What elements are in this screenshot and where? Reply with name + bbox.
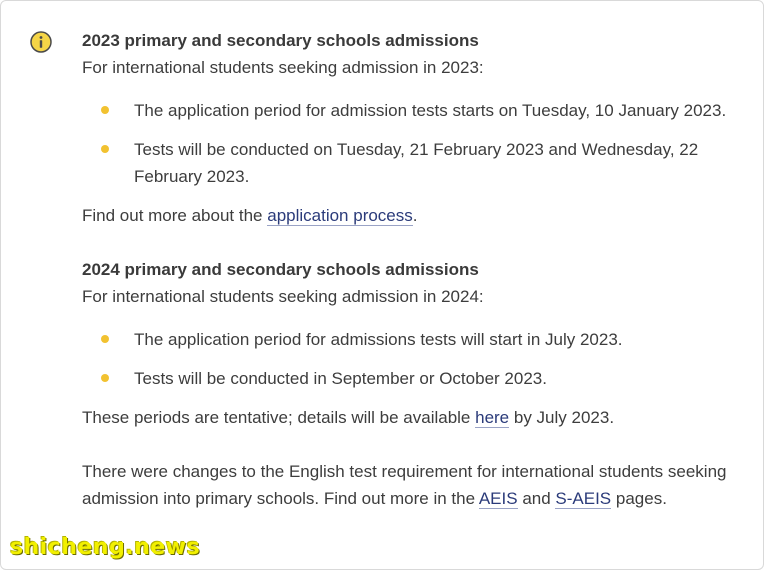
aeis-link[interactable]: AEIS [478,489,518,508]
findout-2023 [82,202,742,229]
list-item [82,326,742,353]
list-item [82,136,742,190]
bullet-dot-icon [100,144,110,154]
bullet-dot-icon [100,105,110,115]
findout-suffix: . [412,206,418,225]
info-icon [30,31,52,53]
s-aeis-link[interactable]: S-AEIS [555,489,612,508]
changes-suffix: pages. [611,489,667,508]
tentative-suffix: by July 2023. [509,408,615,427]
tentative-note [82,404,742,431]
watermark: shicheng.news [10,535,201,560]
bullet-dot-icon [100,373,110,383]
here-link[interactable]: here [475,408,510,427]
list-2023 [82,97,742,190]
bullet-dot-icon [100,334,110,344]
list-item-text: Tests will be conducted on Tuesday, 21 February 2023 and Wednesday, 22 February 2023. [134,140,699,186]
list-item-text: The application period for admissions tests will start in July 2023. [134,330,623,349]
findout-prefix: Find out more about the [82,206,268,225]
notice-content [82,27,742,512]
list-item-text: The application period for admission tests starts on Tuesday, 10 January 2023. [134,101,727,120]
list-item-text: Tests will be conducted in September or October 2023. [134,369,547,388]
intro-2024: For international students seeking admission in 2024: [82,287,484,306]
changes-note [82,458,742,512]
list-item [82,365,742,392]
changes-middle: and [517,489,556,508]
list-2024 [82,326,742,392]
list-item [82,97,742,124]
intro-2023: For international students seeking admission in 2023: [82,58,484,77]
changes-prefix: There were changes to the English test requirement for international students seeking admission into primary schools. Find out more in the [82,462,727,508]
application-process-link[interactable]: application process [267,206,413,225]
heading-2023: 2023 primary and secondary schools admissions [82,31,479,50]
tentative-prefix: These periods are tentative; details will be available [82,408,476,427]
heading-2024: 2024 primary and secondary schools admissions [82,260,479,279]
